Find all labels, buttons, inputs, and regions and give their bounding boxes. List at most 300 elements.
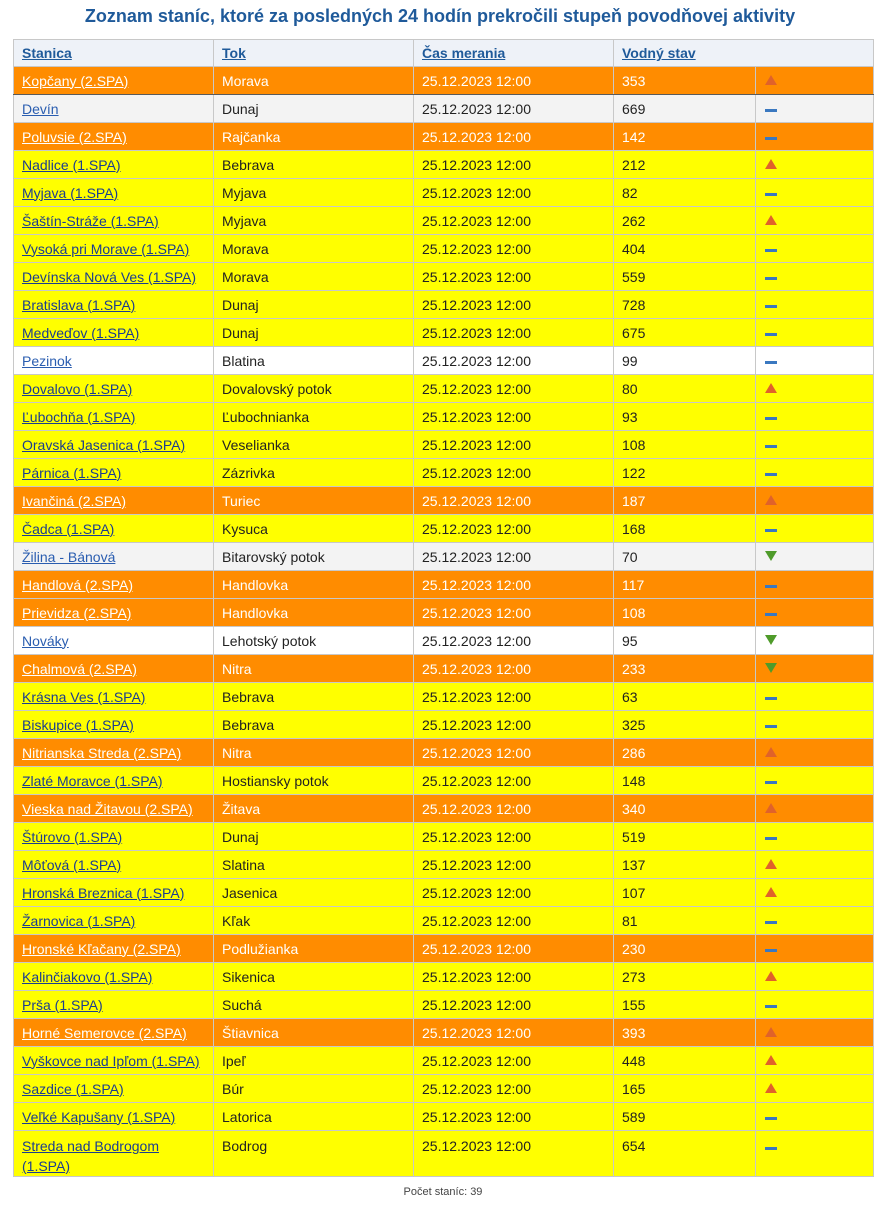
table-row: [14, 263, 874, 291]
station-cell: [14, 459, 214, 487]
station-link[interactable]: Prievidza (2.SPA): [22, 604, 132, 621]
trend-steady-icon: [764, 129, 778, 145]
station-cell: [14, 907, 214, 935]
level-cell: 165: [614, 1075, 756, 1103]
station-cell: [14, 487, 214, 515]
table-body: [14, 67, 874, 1177]
time-cell: 25.12.2023 12:00: [414, 263, 614, 291]
station-cell: [14, 963, 214, 991]
time-cell: 25.12.2023 12:00: [414, 627, 614, 655]
header-station: [14, 40, 214, 67]
river-cell: Myjava: [214, 207, 414, 235]
level-cell: 273: [614, 963, 756, 991]
river-cell: Myjava: [214, 179, 414, 207]
table-row: [14, 207, 874, 235]
time-cell: 25.12.2023 12:00: [414, 487, 614, 515]
table-row: [14, 179, 874, 207]
table-row: [14, 67, 874, 95]
trend-cell: [756, 907, 874, 935]
level-cell: 233: [614, 655, 756, 683]
station-cell: [14, 431, 214, 459]
trend-cell: [756, 739, 874, 767]
station-link[interactable]: Poluvsie (2.SPA): [22, 128, 127, 145]
river-cell: Štiavnica: [214, 1019, 414, 1047]
river-cell: Handlovka: [214, 571, 414, 599]
level-cell: 80: [614, 375, 756, 403]
river-cell: Ipeľ: [214, 1047, 414, 1075]
trend-steady-icon: [764, 409, 778, 425]
time-cell: 25.12.2023 12:00: [414, 375, 614, 403]
level-cell: 325: [614, 711, 756, 739]
level-cell: 148: [614, 767, 756, 795]
time-cell: 25.12.2023 12:00: [414, 151, 614, 179]
station-cell: [14, 543, 214, 571]
level-cell: 519: [614, 823, 756, 851]
time-cell: 25.12.2023 12:00: [414, 1075, 614, 1103]
level-cell: 230: [614, 935, 756, 963]
table-row: [14, 935, 874, 963]
time-cell: 25.12.2023 12:00: [414, 767, 614, 795]
trend-cell: [756, 151, 874, 179]
station-cell: [14, 1103, 214, 1131]
time-cell: 25.12.2023 12:00: [414, 515, 614, 543]
trend-cell: [756, 1103, 874, 1131]
level-cell: 155: [614, 991, 756, 1019]
trend-cell: [756, 459, 874, 487]
station-cell: [14, 571, 214, 599]
level-cell: 404: [614, 235, 756, 263]
time-cell: 25.12.2023 12:00: [414, 67, 614, 95]
station-link[interactable]: Biskupice (1.SPA): [22, 716, 134, 733]
trend-cell: [756, 431, 874, 459]
time-cell: 25.12.2023 12:00: [414, 347, 614, 375]
station-cell: [14, 1131, 214, 1177]
table-row: [14, 571, 874, 599]
sort-station-link[interactable]: Stanica: [22, 45, 72, 61]
river-cell: Morava: [214, 67, 414, 95]
trend-up-icon: [764, 1025, 778, 1041]
time-cell: 25.12.2023 12:00: [414, 571, 614, 599]
trend-up-icon: [764, 493, 778, 509]
header-row: [14, 40, 874, 67]
station-link[interactable]: Myjava (1.SPA): [22, 184, 119, 201]
station-cell: [14, 375, 214, 403]
time-cell: 25.12.2023 12:00: [414, 319, 614, 347]
level-cell: 448: [614, 1047, 756, 1075]
station-cell: [14, 767, 214, 795]
level-cell: 559: [614, 263, 756, 291]
table-row: [14, 1075, 874, 1103]
time-cell: 25.12.2023 12:00: [414, 207, 614, 235]
trend-cell: [756, 627, 874, 655]
trend-down-icon: [764, 661, 778, 677]
trend-steady-icon: [764, 437, 778, 453]
station-link[interactable]: Môťová (1.SPA): [22, 856, 122, 873]
level-cell: 137: [614, 851, 756, 879]
level-cell: 340: [614, 795, 756, 823]
trend-steady-icon: [764, 185, 778, 201]
river-cell: Slatina: [214, 851, 414, 879]
table-row: [14, 151, 874, 179]
table-row: [14, 739, 874, 767]
station-link[interactable]: Kalinčiakovo (1.SPA): [22, 968, 153, 985]
table-row: [14, 1047, 874, 1075]
trend-cell: [756, 487, 874, 515]
time-cell: 25.12.2023 12:00: [414, 823, 614, 851]
station-cell: [14, 207, 214, 235]
trend-cell: [756, 263, 874, 291]
station-link[interactable]: Vieska nad Žitavou (2.SPA): [22, 800, 193, 817]
level-cell: 70: [614, 543, 756, 571]
trend-up-icon: [764, 745, 778, 761]
table-row: [14, 767, 874, 795]
time-cell: 25.12.2023 12:00: [414, 1131, 614, 1177]
station-cell: [14, 179, 214, 207]
station-link[interactable]: Streda nad Bodrogom (1.SPA): [22, 1138, 159, 1174]
trend-steady-icon: [764, 997, 778, 1013]
station-link[interactable]: Pezinok: [22, 352, 72, 369]
table-row: [14, 795, 874, 823]
station-link[interactable]: Krásna Ves (1.SPA): [22, 688, 146, 705]
river-cell: Bebrava: [214, 151, 414, 179]
table-row: [14, 991, 874, 1019]
trend-cell: [756, 963, 874, 991]
station-link[interactable]: Handlová (2.SPA): [22, 576, 134, 593]
river-cell: Nitra: [214, 739, 414, 767]
station-cell: [14, 123, 214, 151]
station-link[interactable]: Zlaté Moravce (1.SPA): [22, 772, 163, 789]
time-cell: 25.12.2023 12:00: [414, 95, 614, 123]
station-cell: [14, 319, 214, 347]
table-row: [14, 403, 874, 431]
station-link[interactable]: Oravská Jasenica (1.SPA): [22, 436, 186, 453]
station-link[interactable]: Ivančiná (2.SPA): [22, 492, 127, 509]
sort-level-link[interactable]: Vodný stav: [622, 45, 696, 61]
time-cell: 25.12.2023 12:00: [414, 851, 614, 879]
river-cell: Dunaj: [214, 823, 414, 851]
station-cell: [14, 599, 214, 627]
trend-up-icon: [764, 157, 778, 173]
time-cell: 25.12.2023 12:00: [414, 739, 614, 767]
table-row: [14, 347, 874, 375]
table-row: [14, 879, 874, 907]
river-cell: Blatina: [214, 347, 414, 375]
station-link[interactable]: Čadca (1.SPA): [22, 520, 115, 537]
river-cell: Turiec: [214, 487, 414, 515]
table-row: [14, 711, 874, 739]
station-cell: [14, 1075, 214, 1103]
sort-time-link[interactable]: Čas merania: [422, 45, 506, 61]
trend-steady-icon: [764, 101, 778, 117]
trend-steady-icon: [764, 717, 778, 733]
trend-steady-icon: [764, 241, 778, 257]
time-cell: 25.12.2023 12:00: [414, 879, 614, 907]
trend-steady-icon: [764, 605, 778, 621]
trend-cell: [756, 599, 874, 627]
trend-steady-icon: [764, 913, 778, 929]
river-cell: Zázrivka: [214, 459, 414, 487]
table-row: [14, 487, 874, 515]
river-cell: Bebrava: [214, 683, 414, 711]
level-cell: 262: [614, 207, 756, 235]
level-cell: 187: [614, 487, 756, 515]
trend-cell: [756, 95, 874, 123]
trend-cell: [756, 851, 874, 879]
trend-cell: [756, 683, 874, 711]
table-row: [14, 515, 874, 543]
table-row: [14, 431, 874, 459]
station-cell: [14, 683, 214, 711]
page-title: Zoznam staníc, ktoré za posledných 24 hodín prekročili stupeň povodňovej aktivity: [84, 6, 796, 26]
station-cell: [14, 711, 214, 739]
level-cell: 122: [614, 459, 756, 487]
level-cell: 107: [614, 879, 756, 907]
level-cell: 168: [614, 515, 756, 543]
trend-up-icon: [764, 73, 778, 89]
level-cell: 675: [614, 319, 756, 347]
station-cell: [14, 403, 214, 431]
level-cell: 93: [614, 403, 756, 431]
river-cell: Rajčanka: [214, 123, 414, 151]
time-cell: 25.12.2023 12:00: [414, 907, 614, 935]
level-cell: 286: [614, 739, 756, 767]
river-cell: Bodrog: [214, 1131, 414, 1177]
river-cell: Bebrava: [214, 711, 414, 739]
station-link[interactable]: Nitrianska Streda (2.SPA): [22, 744, 182, 761]
station-link[interactable]: Prša (1.SPA): [22, 996, 103, 1013]
trend-cell: [756, 879, 874, 907]
river-cell: Suchá: [214, 991, 414, 1019]
trend-steady-icon: [764, 297, 778, 313]
station-link[interactable]: Devín: [22, 100, 59, 117]
river-cell: Dovalovský potok: [214, 375, 414, 403]
trend-cell: [756, 823, 874, 851]
river-cell: Lehotský potok: [214, 627, 414, 655]
table-row: [14, 1019, 874, 1047]
level-cell: 142: [614, 123, 756, 151]
station-cell: [14, 823, 214, 851]
time-cell: 25.12.2023 12:00: [414, 991, 614, 1019]
table-row: [14, 95, 874, 123]
level-cell: 117: [614, 571, 756, 599]
level-cell: 99: [614, 347, 756, 375]
time-cell: 25.12.2023 12:00: [414, 543, 614, 571]
time-cell: 25.12.2023 12:00: [414, 795, 614, 823]
station-cell: [14, 95, 214, 123]
trend-cell: [756, 179, 874, 207]
trend-cell: [756, 67, 874, 95]
river-cell: Ľubochnianka: [214, 403, 414, 431]
station-link[interactable]: Veľké Kapušany (1.SPA): [22, 1108, 176, 1125]
level-cell: 212: [614, 151, 756, 179]
level-cell: 108: [614, 431, 756, 459]
trend-steady-icon: [764, 829, 778, 845]
table-row: [14, 235, 874, 263]
station-cell: [14, 1047, 214, 1075]
level-cell: 654: [614, 1131, 756, 1177]
station-link[interactable]: Hronské Kľačany (2.SPA): [22, 940, 181, 957]
station-link[interactable]: Žarnovica (1.SPA): [22, 912, 136, 929]
trend-cell: [756, 935, 874, 963]
trend-cell: [756, 571, 874, 599]
station-link[interactable]: Horné Semerovce (2.SPA): [22, 1024, 187, 1041]
station-link[interactable]: Dovalovo (1.SPA): [22, 380, 133, 397]
trend-cell: [756, 1075, 874, 1103]
time-cell: 25.12.2023 12:00: [414, 235, 614, 263]
level-cell: 95: [614, 627, 756, 655]
station-cell: [14, 879, 214, 907]
trend-cell: [756, 123, 874, 151]
trend-up-icon: [764, 885, 778, 901]
river-cell: Morava: [214, 235, 414, 263]
river-cell: Dunaj: [214, 291, 414, 319]
station-link[interactable]: Vysoká pri Morave (1.SPA): [22, 240, 190, 257]
trend-up-icon: [764, 1081, 778, 1097]
trend-cell: [756, 991, 874, 1019]
trend-cell: [756, 235, 874, 263]
station-cell: [14, 991, 214, 1019]
trend-steady-icon: [764, 465, 778, 481]
table-row: [14, 459, 874, 487]
time-cell: 25.12.2023 12:00: [414, 179, 614, 207]
trend-cell: [756, 1131, 874, 1177]
trend-cell: [756, 347, 874, 375]
level-cell: 393: [614, 1019, 756, 1047]
time-cell: 25.12.2023 12:00: [414, 459, 614, 487]
level-cell: 353: [614, 67, 756, 95]
time-cell: 25.12.2023 12:00: [414, 403, 614, 431]
table-row: [14, 627, 874, 655]
river-cell: Sikenica: [214, 963, 414, 991]
table-row: [14, 851, 874, 879]
trend-up-icon: [764, 969, 778, 985]
trend-cell: [756, 403, 874, 431]
trend-cell: [756, 711, 874, 739]
table-row: [14, 823, 874, 851]
time-cell: 25.12.2023 12:00: [414, 599, 614, 627]
table-row: [14, 683, 874, 711]
station-link[interactable]: Šaštín-Stráže (1.SPA): [22, 212, 159, 229]
station-cell: [14, 795, 214, 823]
table-row: [14, 599, 874, 627]
river-cell: Handlovka: [214, 599, 414, 627]
time-cell: 25.12.2023 12:00: [414, 291, 614, 319]
trend-cell: [756, 319, 874, 347]
level-cell: 728: [614, 291, 756, 319]
station-cell: [14, 935, 214, 963]
table-row: [14, 1131, 874, 1177]
station-cell: [14, 1019, 214, 1047]
trend-steady-icon: [764, 577, 778, 593]
station-cell: [14, 347, 214, 375]
level-cell: 82: [614, 179, 756, 207]
station-link[interactable]: Devínska Nová Ves (1.SPA): [22, 268, 197, 285]
station-link[interactable]: Štúrovo (1.SPA): [22, 828, 123, 845]
time-cell: 25.12.2023 12:00: [414, 1047, 614, 1075]
river-cell: Hostiansky potok: [214, 767, 414, 795]
trend-steady-icon: [764, 773, 778, 789]
time-cell: 25.12.2023 12:00: [414, 1103, 614, 1131]
river-cell: Žitava: [214, 795, 414, 823]
time-cell: 25.12.2023 12:00: [414, 711, 614, 739]
stations-table: [13, 39, 874, 1177]
table-row: [14, 963, 874, 991]
trend-up-icon: [764, 801, 778, 817]
time-cell: 25.12.2023 12:00: [414, 683, 614, 711]
river-cell: Dunaj: [214, 319, 414, 347]
trend-down-icon: [764, 633, 778, 649]
trend-up-icon: [764, 1053, 778, 1069]
river-cell: Dunaj: [214, 95, 414, 123]
trend-cell: [756, 1019, 874, 1047]
table-row: [14, 907, 874, 935]
station-link[interactable]: Vyškovce nad Ipľom (1.SPA): [22, 1052, 200, 1069]
trend-steady-icon: [764, 689, 778, 705]
table-row: [14, 123, 874, 151]
river-cell: Latorica: [214, 1103, 414, 1131]
station-link[interactable]: Ľubochňa (1.SPA): [22, 408, 136, 425]
level-cell: 669: [614, 95, 756, 123]
time-cell: 25.12.2023 12:00: [414, 935, 614, 963]
station-cell: [14, 851, 214, 879]
trend-cell: [756, 795, 874, 823]
table-row: [14, 655, 874, 683]
station-link[interactable]: Sazdice (1.SPA): [22, 1080, 124, 1097]
station-cell: [14, 739, 214, 767]
trend-cell: [756, 655, 874, 683]
station-link[interactable]: Nadlice (1.SPA): [22, 156, 121, 173]
trend-cell: [756, 207, 874, 235]
station-link[interactable]: Kopčany (2.SPA): [22, 72, 129, 89]
trend-steady-icon: [764, 353, 778, 369]
station-cell: [14, 235, 214, 263]
header-level: [614, 40, 874, 67]
time-cell: 25.12.2023 12:00: [414, 1019, 614, 1047]
station-cell: [14, 291, 214, 319]
station-link[interactable]: Medveďov (1.SPA): [22, 324, 140, 341]
station-cell: [14, 655, 214, 683]
station-link[interactable]: Párnica (1.SPA): [22, 464, 122, 481]
station-cell: [14, 515, 214, 543]
sort-river-link[interactable]: Tok: [222, 45, 246, 61]
station-link[interactable]: Chalmová (2.SPA): [22, 660, 137, 677]
station-link[interactable]: Hronská Breznica (1.SPA): [22, 884, 185, 901]
header-time: [414, 40, 614, 67]
river-cell: Podlužianka: [214, 935, 414, 963]
time-cell: 25.12.2023 12:00: [414, 655, 614, 683]
time-cell: 25.12.2023 12:00: [414, 431, 614, 459]
river-cell: Búr: [214, 1075, 414, 1103]
trend-cell: [756, 767, 874, 795]
station-link[interactable]: Žilina - Bánová: [22, 548, 116, 565]
trend-cell: [756, 543, 874, 571]
station-link[interactable]: Bratislava (1.SPA): [22, 296, 136, 313]
station-link[interactable]: Nováky: [22, 632, 69, 649]
trend-steady-icon: [764, 325, 778, 341]
trend-steady-icon: [764, 521, 778, 537]
trend-cell: [756, 1047, 874, 1075]
table-row: [14, 375, 874, 403]
river-cell: Nitra: [214, 655, 414, 683]
river-cell: Kysuca: [214, 515, 414, 543]
trend-cell: [756, 515, 874, 543]
table-row: [14, 543, 874, 571]
river-cell: Morava: [214, 263, 414, 291]
trend-steady-icon: [764, 1109, 778, 1125]
river-cell: Veselianka: [214, 431, 414, 459]
header-river: [214, 40, 414, 67]
table-row: [14, 319, 874, 347]
